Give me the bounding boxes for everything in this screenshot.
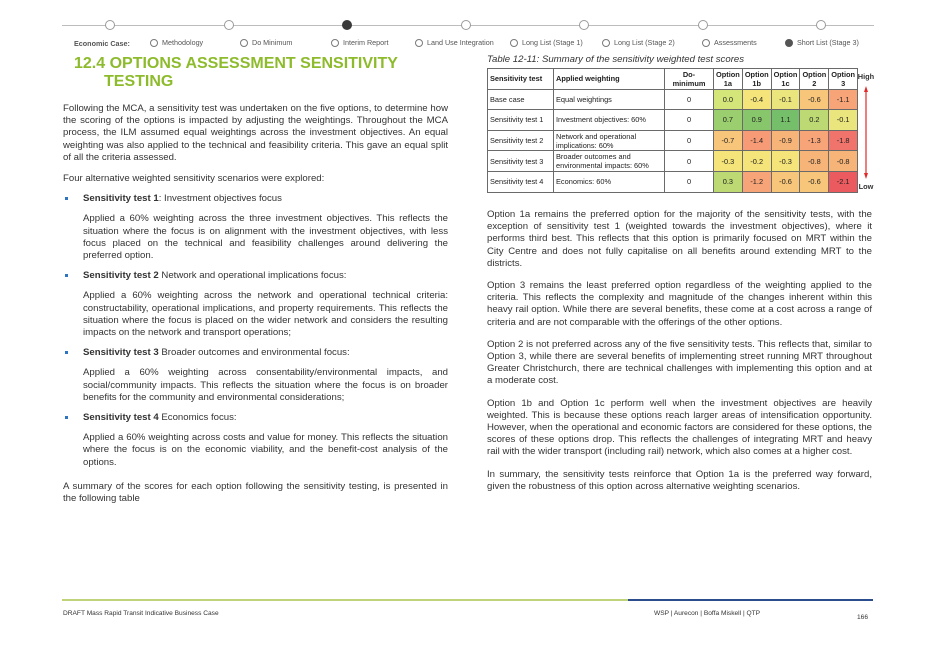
score-cell: -0.8 (800, 151, 829, 172)
filled-circle-icon (785, 39, 793, 47)
score-cell: 0.3 (714, 171, 743, 192)
bullet-test-4 (63, 412, 448, 424)
summary-paragraph: A summary of the scores for each option following the sensitivity testing, is presented in the following table (63, 480, 448, 505)
test-focus: Economics focus: (158, 412, 237, 424)
page-number: 166 (857, 614, 869, 621)
test-cell: Sensitivity test 2 (488, 130, 554, 151)
test-detail: Applied a 60% weighting across consentability/environmental impacts, and social/community impacts. This reflects the situation where the focus is on broader benefits for the community and environmental considerations; (83, 367, 448, 403)
score-cell: -0.1 (829, 110, 858, 131)
score-cell: -1.1 (829, 89, 858, 110)
score-cell: -0.3 (771, 151, 800, 172)
section-heading (74, 55, 434, 91)
footer-divider-blue (628, 599, 873, 601)
stage-do-minimum[interactable]: Do Minimum (240, 38, 292, 47)
left-column (63, 103, 448, 505)
analysis-paragraph: Option 1b and Option 1c perform well when the investment objectives are heavily weighted. This is because these options reach larger areas of intensification opportunity. However, when the operational and economic factors are considered for these options, the scores of these options drop. This reflects the challenges of integrating MRT and heavy rail with the wider transport (including rail) network, which also comes at a higher cost. (487, 397, 872, 458)
analysis-paragraph: Option 2 is not preferred across any of the five sensitivity tests. This reflects that, similar to Option 3, while there are several benefits of implementing street running MRT throughout Greater Christchurch, there are technical challenges with implementing this option and at a moderate cost. (487, 338, 872, 387)
score-cell: -0.6 (800, 89, 829, 110)
do-minimum-cell: 0 (665, 171, 714, 192)
progress-dot (816, 20, 826, 30)
table-row (488, 89, 858, 110)
score-cell: -0.6 (800, 171, 829, 192)
header-cell: Do-minimum (665, 69, 714, 90)
test-detail: Applied a 60% weighting across costs and value for money. This reflects the situation where the focus is on the economic viability, and the benefit-cost analysis of the options. (83, 432, 448, 468)
table-row (488, 110, 858, 131)
test-cell: Sensitivity test 3 (488, 151, 554, 172)
double-arrow-icon (864, 86, 868, 179)
test-cell: Sensitivity test 4 (488, 171, 554, 192)
stage-land-use-integration[interactable]: Land Use Integration (415, 38, 494, 47)
economic-case-label: Economic Case: (74, 39, 130, 48)
progress-dot (698, 20, 708, 30)
bullet-square-icon (65, 351, 68, 354)
score-cell: -0.6 (771, 171, 800, 192)
test-focus: Broader outcomes and environmental focus: (158, 347, 350, 359)
analysis-paragraph: Option 3 remains the least preferred option regardless of the weighting applied to the criteria. This reflects the complexity and magnitude of the changes inherent within this heavy rail option. While there are several benefits, these come at a cost across a range of criteria and are not comparable with the offerings of the other options. (487, 280, 872, 328)
test-focus: : Investment objectives focus (158, 193, 282, 205)
test-detail: Applied a 60% weighting across the three investment objectives. This reflects the situation where the focus is on alignment with the investment objectives, with less focus placed on the technical and feasibility challenges around delivering the preferred option. (83, 213, 448, 262)
score-cell: -0.9 (771, 130, 800, 151)
score-cell: 0.9 (742, 110, 771, 131)
progress-dot (579, 20, 589, 30)
circle-icon (415, 39, 423, 47)
test-cell: Sensitivity test 1 (488, 110, 554, 131)
bullet-square-icon (65, 274, 68, 277)
progress-dot (461, 20, 471, 30)
table-row (488, 130, 858, 151)
test-name: Sensitivity test 4 (83, 412, 159, 424)
table-caption: Table 12-11: Summary of the sensitivity weighted test scores (487, 54, 745, 65)
score-cell: -1.3 (800, 130, 829, 151)
header-cell: Applied weighting (554, 69, 665, 90)
header-cell: Option 3 (829, 69, 858, 90)
score-cell: -1.4 (742, 130, 771, 151)
score-cell: -0.1 (771, 89, 800, 110)
weighting-cell: Economics: 60% (554, 171, 665, 192)
progress-dot (224, 20, 234, 30)
stage-interim-report[interactable]: Interim Report (331, 38, 389, 47)
stage-long-list-2[interactable]: Long List (Stage 2) (602, 38, 675, 47)
test-cell: Base case (488, 89, 554, 110)
score-cell: -2.1 (829, 171, 858, 192)
score-cell: -1.2 (742, 171, 771, 192)
score-cell: 0.2 (800, 110, 829, 131)
score-cell: 1.1 (771, 110, 800, 131)
header-cell: Option 1a (714, 69, 743, 90)
do-minimum-cell: 0 (665, 89, 714, 110)
stage-short-list-3[interactable]: Short List (Stage 3) (785, 38, 859, 47)
score-scale (855, 72, 877, 192)
score-cell: -1.8 (829, 130, 858, 151)
bullet-square-icon (65, 416, 68, 419)
weighting-cell: Investment objectives: 60% (554, 110, 665, 131)
weighting-cell: Broader outcomes and environmental impacts: 60% (554, 151, 665, 172)
circle-icon (602, 39, 610, 47)
bullet-test-2 (63, 270, 448, 282)
header-cell: Option 2 (800, 69, 829, 90)
weighting-cell: Network and operational implications: 60% (554, 130, 665, 151)
footer-document-title: DRAFT Mass Rapid Transit Indicative Business Case (63, 610, 219, 617)
table-row (488, 151, 858, 172)
scenarios-intro: Four alternative weighted sensitivity scenarios were explored: (63, 173, 325, 185)
footer-divider-green (62, 599, 628, 601)
circle-icon (702, 39, 710, 47)
section-title-line1: OPTIONS ASSESSMENT SENSITIVITY (109, 55, 398, 72)
stage-long-list-1[interactable]: Long List (Stage 1) (510, 38, 583, 47)
header-cell: Option 1c (771, 69, 800, 90)
section-number: 12.4 (74, 55, 106, 72)
bullet-test-3 (63, 347, 448, 359)
score-cell: -0.2 (742, 151, 771, 172)
stage-labels (74, 38, 886, 52)
stage-methodology[interactable]: Methodology (150, 38, 203, 47)
progress-dot (105, 20, 115, 30)
do-minimum-cell: 0 (665, 110, 714, 131)
do-minimum-cell: 0 (665, 151, 714, 172)
scale-high-label: High (857, 72, 875, 81)
score-cell: 0.0 (714, 89, 743, 110)
test-name: Sensitivity test 2 (83, 270, 159, 282)
analysis-paragraph: Option 1a remains the preferred option for the majority of the sensitivity tests, with the exception of sensitivity test 1 (weighted towards the investment objectives), where it performs third best. This reflects that this option is primarily focused on MRT within the City Centre and does not fully capitalise on all benefits around extending MRT to the districts. (487, 209, 872, 269)
score-cell: -0.3 (714, 151, 743, 172)
circle-icon (240, 39, 248, 47)
right-column (487, 209, 872, 503)
table-header-row (488, 69, 858, 90)
bullet-test-1 (63, 193, 448, 205)
header-cell: Option 1b (742, 69, 771, 90)
stage-assessments[interactable]: Assessments (702, 38, 757, 47)
test-focus: Network and operational implications focus: (158, 270, 347, 282)
test-detail: Applied a 60% weighting across the network and operational technical criteria: constructability, operational implications, and property requirements. This reflects the situation where the focus is placed on the wider network and considers the resulting impacts on the network and transport operations; (83, 290, 448, 339)
progress-dot-current (342, 20, 352, 30)
weighting-cell: Equal weightings (554, 89, 665, 110)
circle-icon (331, 39, 339, 47)
analysis-paragraph: In summary, the sensitivity tests reinforce that Option 1a is the preferred way forward, given the robustness of this option across alternative weighting scenarios. (487, 468, 872, 492)
score-cell: 0.7 (714, 110, 743, 131)
test-name: Sensitivity test 3 (83, 347, 159, 359)
bullet-square-icon (65, 197, 68, 200)
intro-paragraph: Following the MCA, a sensitivity test was undertaken on the five options, to determine how the scoring of the options is impacted by adjusting the weightings. Throughout the MCA process, the ILM assumed equal weightings across the investment objectives. An equal weighting was also applied to the technical and feasibility criteria. This gave an equal split of all the criteria assessed. (63, 103, 448, 163)
footer-authors: WSP | Aurecon | Boffa Miskell | QTP (654, 610, 761, 617)
section-title-line2: TESTING (104, 73, 174, 90)
score-cell: -0.4 (742, 89, 771, 110)
circle-icon (510, 39, 518, 47)
header-cell: Sensitivity test (488, 69, 554, 90)
scores-table (487, 68, 858, 193)
test-name: Sensitivity test 1 (83, 193, 159, 205)
circle-icon (150, 39, 158, 47)
score-cell: -0.8 (829, 151, 858, 172)
do-minimum-cell: 0 (665, 130, 714, 151)
table-row (488, 171, 858, 192)
score-cell: -0.7 (714, 130, 743, 151)
scale-low-label: Low (858, 182, 874, 191)
